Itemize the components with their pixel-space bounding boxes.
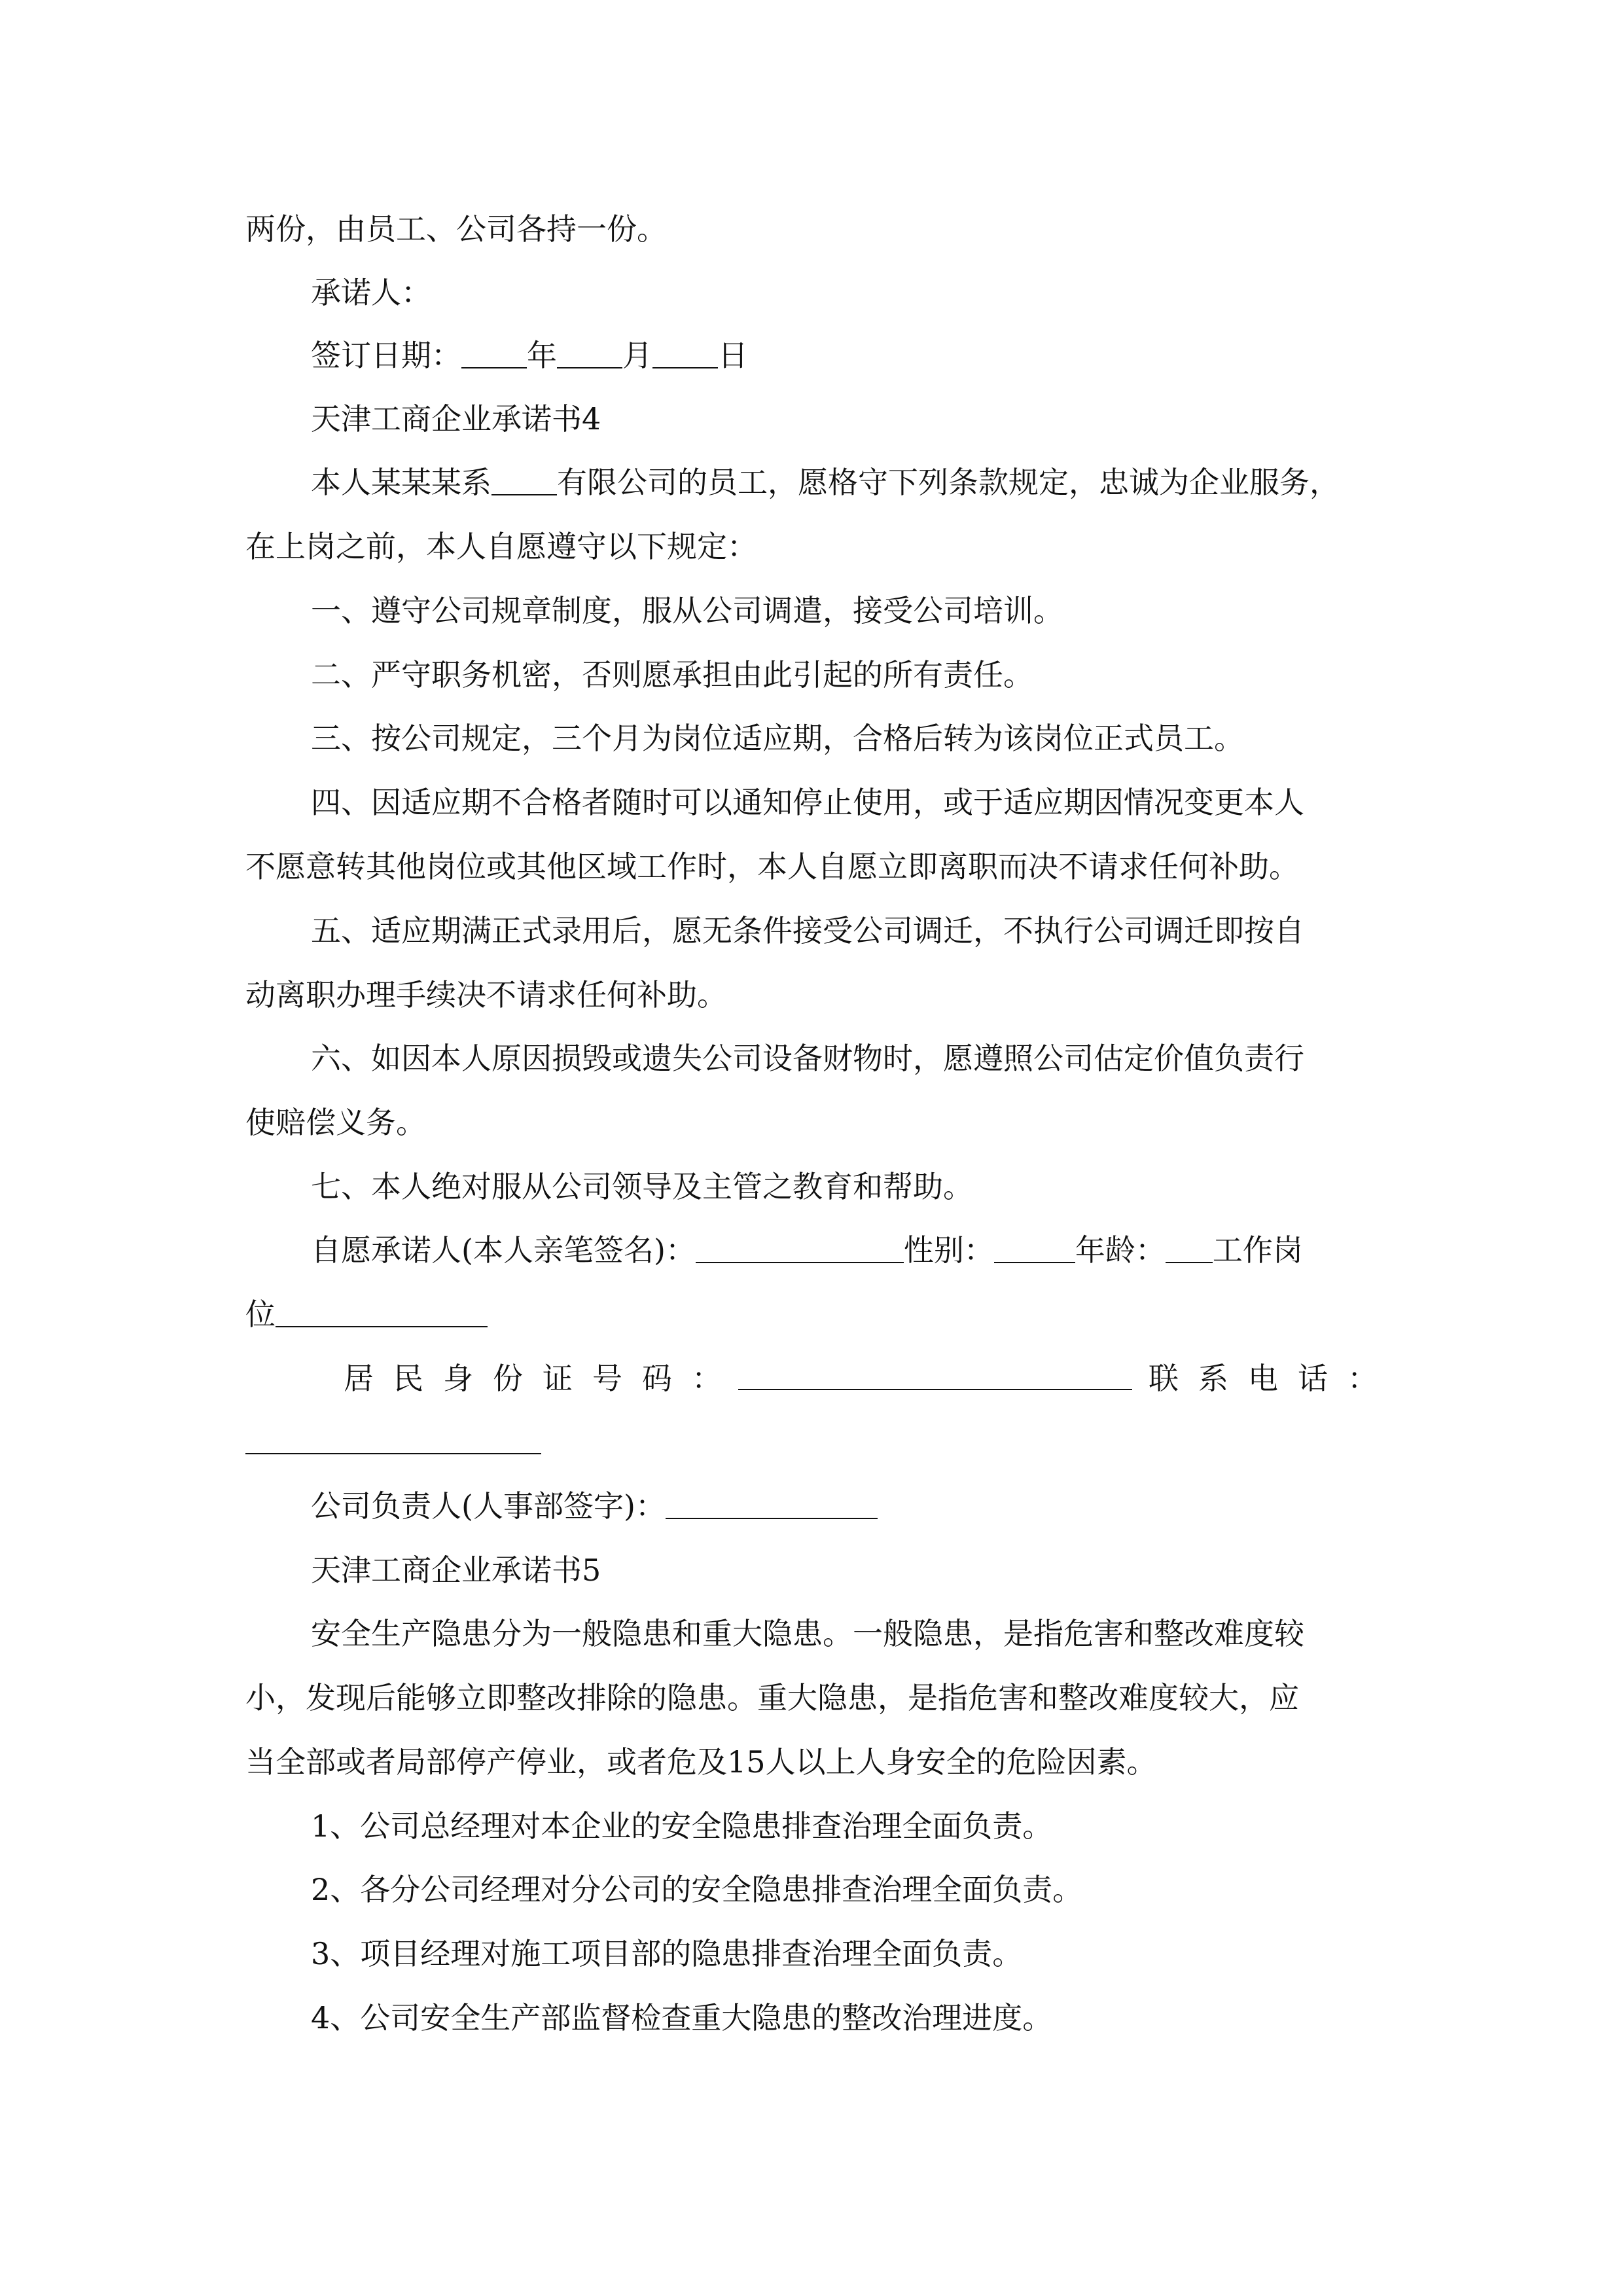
text: 使赔偿义务。 [245, 1105, 426, 1140]
text: 承诺人： [311, 275, 431, 310]
manager-signature-blank [666, 1492, 878, 1519]
phone-label [1149, 1359, 1397, 1398]
text: 二、严守职务机密，否则愿承担由此引起的所有责任。 [311, 657, 1033, 692]
paragraph-line [245, 209, 667, 249]
text: 六、如因本人原因损毁或遗失公司设备财物时，愿遵照公司估定价值负责行 [311, 1041, 1304, 1076]
text: 两份，由员工、公司各持一份。 [245, 211, 667, 247]
text: 位 [245, 1297, 276, 1332]
phone-blank [245, 1453, 541, 1454]
text: 小，发现后能够立即整改排除的隐患。重大隐患，是指危害和整改难度较大，应 [245, 1680, 1299, 1715]
sign-date-line [311, 336, 748, 375]
manager-sign-line [311, 1486, 878, 1526]
blank-field [652, 341, 718, 368]
blank-field [491, 468, 557, 495]
text: 1、公司总经理对本企业的安全隐患排查治理全面负责。 [311, 1808, 1053, 1844]
paragraph-line [245, 1678, 1299, 1717]
age-blank [1166, 1236, 1213, 1263]
signer-info-line [311, 1230, 1303, 1270]
text: 动离职办理手续决不请求任何补助。 [245, 977, 727, 1013]
paragraph-line [245, 1295, 488, 1334]
text: 联系电话： [1149, 1361, 1397, 1396]
text: 七、本人绝对服从公司领导及主管之教育和帮助。 [311, 1169, 973, 1204]
text: 天津工商企业承诺书4 [311, 401, 601, 437]
paragraph-line [311, 591, 1063, 630]
text: 三、按公司规定，三个月为岗位适应期，合格后转为该岗位正式员工。 [311, 721, 1244, 756]
id-number-label [344, 1359, 741, 1398]
text: 不愿意转其他岗位或其他区域工作时，本人自愿立即离职而决不请求任何补助。 [245, 849, 1299, 884]
text: 自愿承诺人(本人亲笔签名)： [311, 1232, 696, 1268]
text: 居民身份证号码： [344, 1361, 741, 1396]
paragraph-line [311, 911, 1304, 950]
list-item [311, 1806, 1052, 1846]
text: 四、因适应期不合格者随时可以通知停止使用，或于适应期因情况变更本人 [311, 785, 1304, 820]
id-number-blank [738, 1389, 1132, 1390]
text: 天津工商企业承诺书5 [311, 1552, 601, 1588]
paragraph-line [311, 1614, 1304, 1653]
paragraph-line [245, 847, 1299, 886]
paragraph-line [245, 975, 727, 1014]
position-blank [276, 1300, 488, 1327]
text: 五、适应期满正式录用后，愿无条件接受公司调迁，不执行公司调迁即按自 [311, 913, 1304, 948]
list-item [311, 1998, 1052, 2037]
text: 安全生产隐患分为一般隐患和重大隐患。一般隐患，是指危害和整改难度较 [311, 1616, 1304, 1651]
text: 本人某某某系 [311, 465, 491, 500]
text: 年 [527, 338, 557, 373]
text: 有限公司的员工，愿格守下列条款规定，忠诚为企业服务， [557, 465, 1340, 500]
section-heading [311, 1551, 601, 1590]
section-heading [311, 399, 601, 439]
paragraph-line [311, 783, 1304, 822]
text: 3、项目经理对施工项目部的隐患排查治理全面负责。 [311, 1936, 1023, 1971]
paragraph-line [311, 463, 1340, 502]
list-item [311, 1934, 1022, 1973]
text: 在上岗之前，本人自愿遵守以下规定： [245, 529, 757, 564]
blank-field [461, 341, 527, 368]
blank-field [557, 341, 622, 368]
gender-blank [994, 1236, 1075, 1263]
text: 签订日期： [311, 338, 461, 373]
text: 年龄： [1075, 1232, 1166, 1268]
paragraph-line [311, 655, 1033, 694]
text: 2、各分公司经理对分公司的安全隐患排查治理全面负责。 [311, 1872, 1083, 1907]
paragraph-line [311, 1039, 1304, 1078]
paragraph-line [311, 719, 1244, 758]
paragraph-line [245, 1103, 426, 1142]
paragraph-line [311, 1167, 973, 1206]
text: 4、公司安全生产部监督检查重大隐患的整改治理进度。 [311, 2000, 1053, 2036]
text: 日 [718, 338, 748, 373]
paragraph-line [245, 527, 757, 566]
text: 公司负责人(人事部签字)： [311, 1488, 666, 1524]
signature-blank [696, 1236, 904, 1263]
signer-label [311, 273, 431, 312]
text: 月 [622, 338, 652, 373]
text: 工作岗 [1212, 1232, 1303, 1268]
text: 一、遵守公司规章制度，服从公司调遣，接受公司培训。 [311, 593, 1063, 628]
text: 当全部或者局部停产停业，或者危及15人以上人身安全的危险因素。 [245, 1744, 1157, 1780]
paragraph-line [245, 1742, 1157, 1782]
list-item [311, 1870, 1082, 1909]
text: 性别： [903, 1232, 994, 1268]
